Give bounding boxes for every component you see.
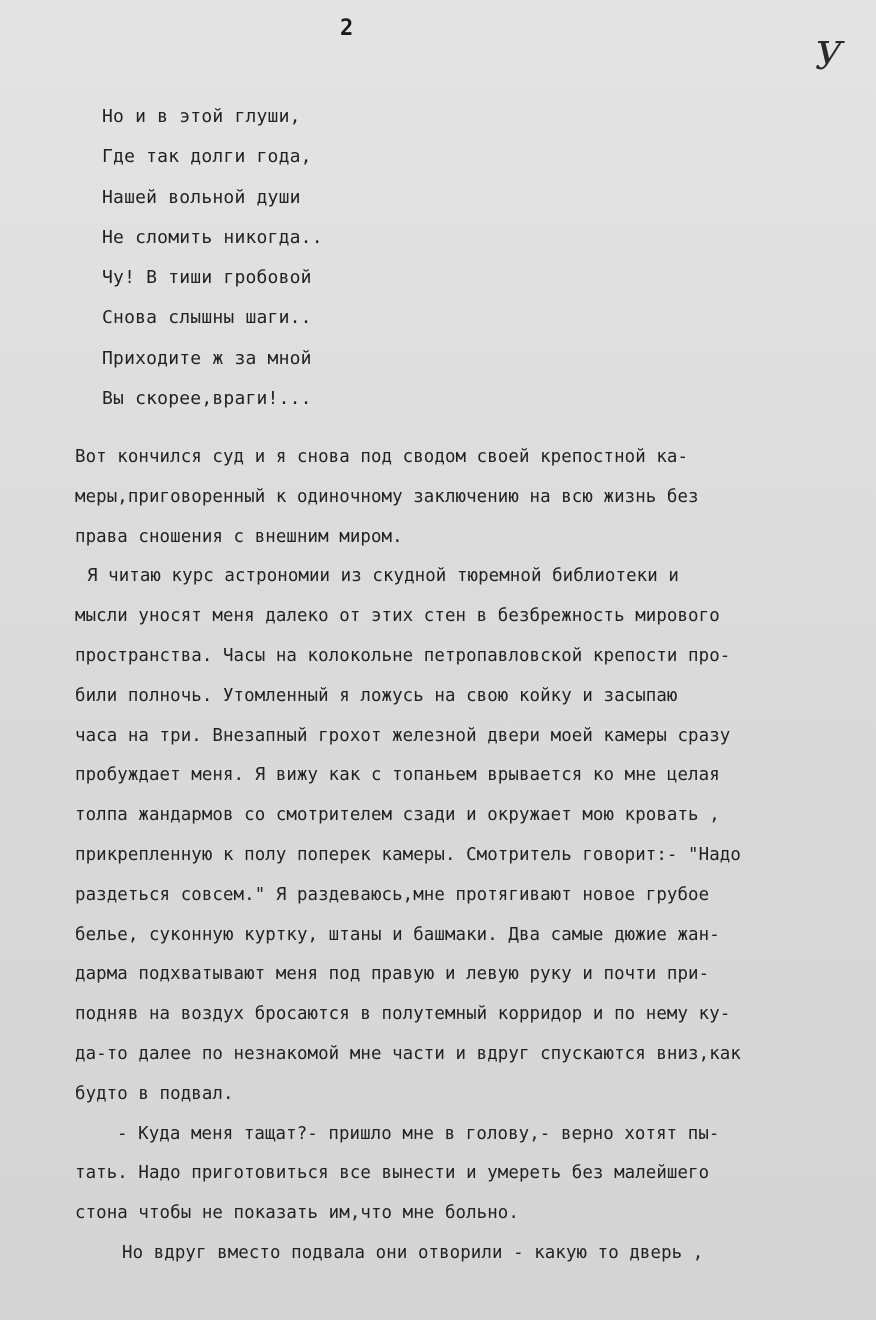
poem-line: Вы скорее,враги!... — [102, 388, 312, 410]
handwritten-corner-mark: У — [815, 34, 843, 78]
poem-line: Чу! В тиши гробовой — [102, 267, 312, 289]
prose-line: подняв на воздух бросаются в полутемный корридор и по нему ку- — [75, 1004, 731, 1025]
poem-line: Приходите ж за мной — [102, 347, 312, 369]
prose-body — [75, 438, 860, 1274]
prose-line: - Куда меня тащат?- пришло мне в голову,- верно хотят пы- — [117, 1123, 720, 1144]
poem-stanza — [102, 97, 323, 419]
prose-line: пространства. Часы на колокольне петропавловской крепости про- — [75, 645, 731, 666]
prose-line: мысли уносят меня далеко от этих стен в безбрежность мирового — [75, 606, 720, 627]
prose-line: Но вдруг вместо подвала они отворили - какую то дверь , — [122, 1242, 704, 1263]
prose-line: пробуждает меня. Я вижу как с топаньем врывается ко мне целая — [75, 765, 720, 786]
prose-line: будто в подвал. — [75, 1083, 234, 1104]
prose-line: стона чтобы не показать им,что мне больно. — [75, 1203, 519, 1224]
prose-line: белье, суконную куртку, штаны и башмаки. Два самые дюжие жан- — [75, 924, 720, 945]
prose-line: часа на три. Внезапный грохот железной двери моей камеры сразу — [75, 725, 731, 746]
prose-line: прикрепленную к полу поперек камеры. Смотритель говорит:- "Надо — [75, 844, 741, 865]
prose-line: дарма подхватывают меня под правую и левую руку и почти при- — [75, 964, 710, 985]
poem-line: Нашей вольной души — [102, 186, 301, 208]
page-number: 2 — [340, 16, 354, 41]
poem-line: Но и в этой глуши, — [102, 106, 301, 127]
poem-line: Снова слышны шаги.. — [102, 307, 312, 329]
prose-line: меры,приговоренный к одиночному заключению на всю жизнь без — [75, 486, 699, 507]
prose-line: раздеться совсем." Я раздеваюсь,мне протягивают новое грубое — [75, 884, 710, 905]
prose-line: Вот кончился суд и я снова под сводом своей крепостной ка- — [75, 447, 689, 467]
poem-line: Где так долги года, — [102, 146, 312, 168]
prose-line: да-то далее по незнакомой мне части и вдруг спускаются вниз,как — [75, 1043, 741, 1064]
prose-line: тать. Надо приготовиться все вынести и умереть без малейшего — [75, 1163, 710, 1184]
prose-line: Я читаю курс астрономии из скудной тюремной библиотеки и — [87, 566, 679, 587]
prose-line: толпа жандармов со смотрителем сзади и окружает мою кровать , — [75, 805, 720, 826]
poem-line: Не сломить никогда.. — [102, 226, 323, 248]
prose-line: права сношения с внешним миром. — [75, 526, 403, 547]
prose-line: били полночь. Утомленный я ложусь на свою койку и засыпаю — [75, 685, 678, 706]
